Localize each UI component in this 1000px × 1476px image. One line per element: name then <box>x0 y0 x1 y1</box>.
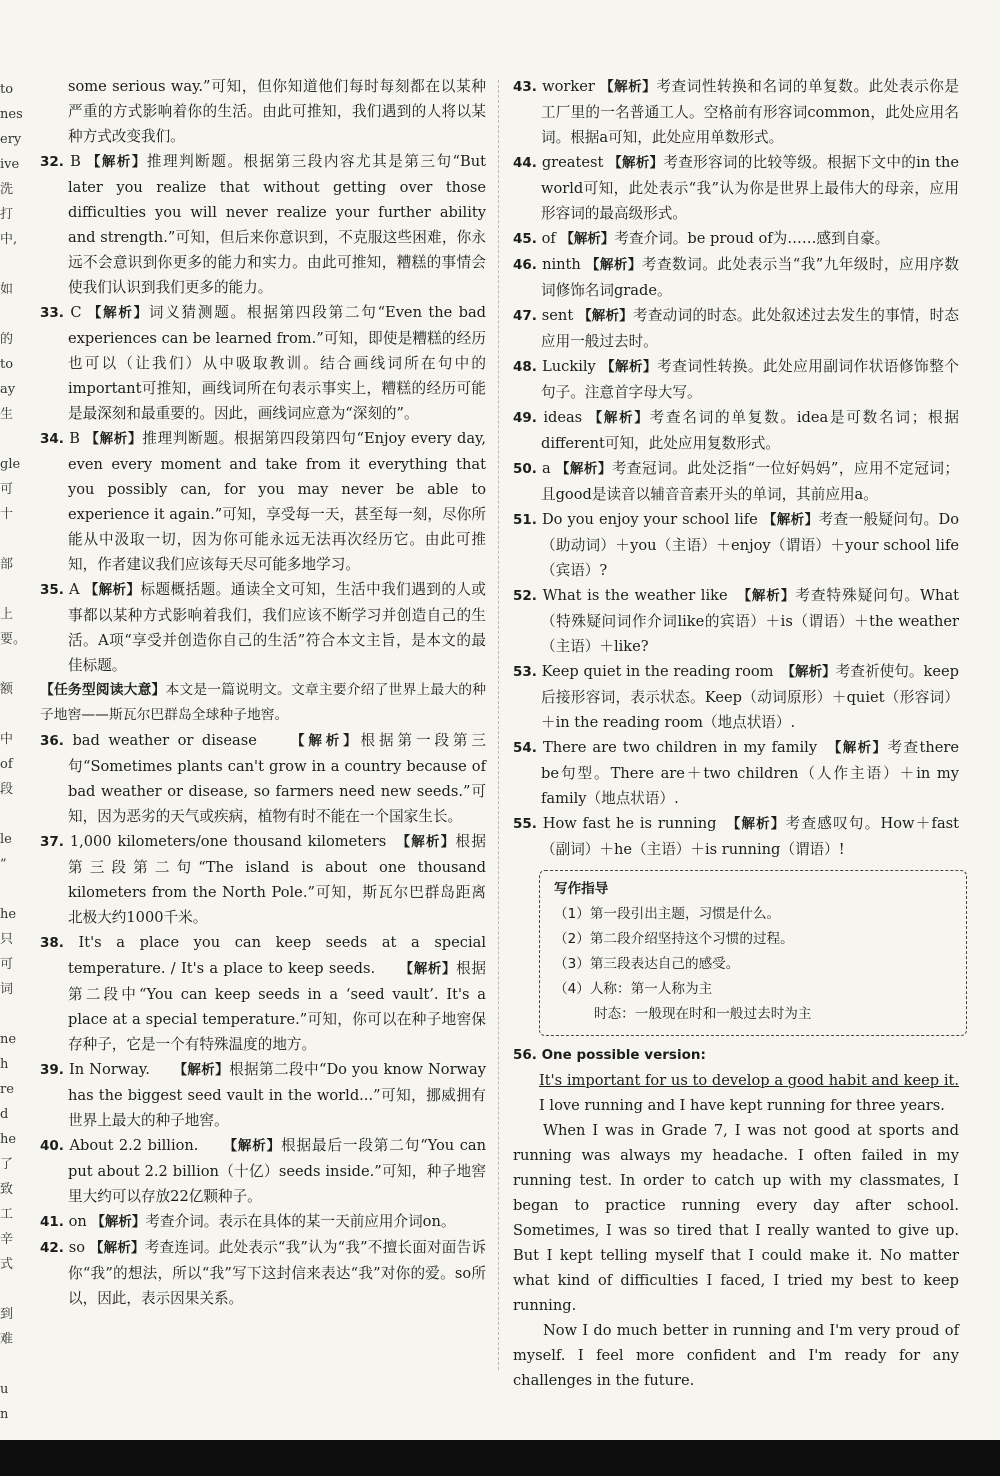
guide-line: （3）第三段表达自己的感受。 <box>554 956 740 972</box>
analysis-tag: 【解析】 <box>91 1214 146 1230</box>
left-answer-list-2 <box>40 728 486 1311</box>
answer-item <box>40 426 486 577</box>
left-answer-list <box>40 149 486 678</box>
essay-paragraph-1 <box>513 1068 959 1118</box>
answer-key: About 2.2 billion. <box>69 1137 231 1154</box>
answer-item <box>40 577 486 678</box>
edge-fragment <box>0 430 22 450</box>
edge-fragment: 中 <box>0 732 14 747</box>
edge-fragment: ” <box>0 857 7 872</box>
answer-number: 47. <box>513 308 537 324</box>
answer-number: 37. <box>40 834 64 850</box>
answer-key: 1,000 kilometers/one thousand kilometers <box>69 833 404 850</box>
edge-fragment: he <box>0 907 17 922</box>
answer-number: 33. <box>40 305 64 321</box>
answer-key: In Norway. <box>68 1061 181 1078</box>
edge-fragment: u <box>0 1382 9 1397</box>
guide-line: （1）第一段引出主题，习惯是什么。 <box>554 906 781 922</box>
right-column <box>513 74 959 1393</box>
answer-item <box>513 226 959 252</box>
answer-number: 38. <box>40 935 64 951</box>
edge-fragment: of <box>0 757 13 772</box>
answer-number: 46. <box>513 257 537 273</box>
edge-fragment: 致 <box>0 1182 14 1197</box>
answer-item <box>513 354 959 405</box>
analysis-text: 考查词性转换和名词的单复数。此处表示你是工厂里的一名普通工人。空格前有形容词common，此处应用名词。根据a可知，此处应用单数形式。 <box>541 78 960 146</box>
task-reading-summary <box>40 678 486 728</box>
analysis-tag: 【解析】 <box>834 740 888 756</box>
answer-item <box>513 659 959 735</box>
analysis-tag: 【解析】 <box>585 257 642 273</box>
edge-fragment <box>0 580 22 600</box>
analysis-tag: 【解析】 <box>297 733 361 749</box>
edge-fragment: ne <box>0 1032 17 1047</box>
edge-fragment <box>0 255 22 275</box>
answer-item <box>513 456 959 507</box>
analysis-tag: 【解析】 <box>406 961 457 977</box>
edge-fragment <box>0 1280 22 1300</box>
answer-item <box>40 300 486 426</box>
analysis-text: 根据第二段中“Do you know Norway has the biggest seed vault in the world...”可知，挪威拥有世界上最大的种子地窖。 <box>68 1061 486 1129</box>
answer-number: 52. <box>513 588 537 604</box>
answer-item <box>513 735 959 811</box>
answer-item <box>40 1057 486 1133</box>
edge-fragment <box>0 655 22 675</box>
scan-bottom-band <box>0 1440 1000 1476</box>
answer-number: 50. <box>513 461 537 477</box>
answer-number: 48. <box>513 359 537 375</box>
edge-fragment: le <box>0 832 12 847</box>
edge-fragment: 难 <box>0 1332 14 1347</box>
answer-item <box>513 507 959 583</box>
answer-item <box>513 405 959 456</box>
edge-fragment: 词 <box>0 982 14 997</box>
analysis-tag: 【解析】 <box>560 231 615 247</box>
answer-item <box>513 583 959 659</box>
previous-page-edge <box>0 0 27 1440</box>
analysis-text: 根据第一段第三句“Sometimes plants can't grow in a country because of bad weather or disease, so farmers need new seeds.”可知，因为恶劣的天气或疾病，植物有时不能在一个国家生长。 <box>68 732 486 825</box>
edge-fragment: nes <box>0 107 23 122</box>
answer-item <box>513 150 959 226</box>
answer-number: 54. <box>513 740 537 756</box>
answer-number: 51. <box>513 512 537 528</box>
answer-item <box>40 829 486 930</box>
answer-number: 39. <box>40 1062 64 1078</box>
answer-key: Keep quiet in the reading room <box>541 663 789 680</box>
edge-fragment: 可 <box>0 482 14 497</box>
analysis-tag: 【解析】 <box>89 1240 145 1256</box>
essay-topic-sentence: It's important for us to develop a good habit and keep it. <box>539 1072 959 1089</box>
answer-number: 40. <box>40 1138 64 1154</box>
edge-fragment: 工 <box>0 1207 14 1222</box>
answer-item <box>40 149 486 300</box>
right-answer-list <box>513 74 959 862</box>
analysis-text: 考查形容词的比较等级。根据下文中的in the world可知，此处表示“我”认为你是世界上最伟大的母亲，应用形容词的最高级形式。 <box>541 154 960 222</box>
answer-key: bad weather or disease <box>72 732 298 749</box>
analysis-tag: 【解析】 <box>86 154 147 170</box>
edge-fragment: ay <box>0 382 16 397</box>
answer-key: on <box>68 1213 92 1230</box>
analysis-text: 考查动词的时态。此处叙述过去发生的事情，时态应用一般过去时。 <box>541 307 959 350</box>
answer-item <box>513 303 959 354</box>
summary-tag: 【任务型阅读大意】 <box>40 682 166 698</box>
analysis-text: 考查介词。be proud of为……感到自豪。 <box>614 230 890 247</box>
answer-key: so <box>68 1239 90 1256</box>
answer-item <box>40 1133 486 1209</box>
answer-key: There are two children in my family <box>542 739 835 756</box>
analysis-text: 考查there be句型。There are＋two children（人作主语）＋in my family（地点状语）. <box>541 739 960 807</box>
answer-key: greatest <box>541 154 609 171</box>
guide-line: （2）第二段介绍坚持这个习惯的过程。 <box>554 931 794 947</box>
answer-key: What is the weather like <box>542 587 745 604</box>
essay-paragraph-3: Now I do much better in running and I'm very proud of myself. I feel more confident and I'm ready for any challenges in the future. <box>513 1322 959 1389</box>
answer-item <box>40 728 486 829</box>
analysis-tag: 【解析】 <box>85 431 143 447</box>
analysis-tag: 【解析】 <box>733 816 786 832</box>
answer-key: sent <box>541 307 579 324</box>
answer-key: of <box>541 230 561 247</box>
analysis-tag: 【解析】 <box>600 79 657 95</box>
analysis-tag: 【解析】 <box>788 664 836 680</box>
answer-key: B <box>69 430 86 447</box>
guide-line: （4）人称：第一人称为主 <box>554 981 713 997</box>
edge-fragment: 洗 <box>0 182 14 197</box>
essay-p1-rest: I love running and I have kept running for three years. <box>539 1097 945 1114</box>
summary-text: 本文是一篇说明文。文章主要介绍了世界上最大的种子地窖——斯瓦尔巴群岛全球种子地窖。 <box>40 682 487 723</box>
edge-fragment: 到 <box>0 1307 14 1322</box>
edge-fragment: he <box>0 1132 17 1147</box>
analysis-tag: 【解析】 <box>762 512 819 528</box>
analysis-text: 考查数词。此处表示当“我”九年级时，应用序数词修饰名词grade。 <box>541 256 959 299</box>
edge-fragment: 辛 <box>0 1232 14 1247</box>
writing-guide-title: 写作指导 <box>554 881 609 897</box>
answer-number: 44. <box>513 155 537 171</box>
answer-key: a <box>542 460 556 477</box>
edge-fragment: 只 <box>0 932 14 947</box>
answer-key: B <box>70 153 87 170</box>
edge-fragment: 部 <box>0 557 14 572</box>
edge-fragment <box>0 305 22 325</box>
analysis-tag: 【解析】 <box>555 461 612 477</box>
answer-item <box>40 930 486 1057</box>
answer-item <box>40 1209 486 1235</box>
answer-number: 41. <box>40 1214 64 1230</box>
answer-key: worker <box>542 78 601 95</box>
analysis-text: 标题概括题。通读全文可知，生活中我们遇到的人或事都以某种方式影响着我们，我们应该不断学习并创造自己的生活。A项“享受并创造你自己的生活”符合本文主旨，是本文的最佳标题。 <box>68 581 486 674</box>
edge-fragment <box>0 805 22 825</box>
analysis-text: 根据第三段第二句“The island is about one thousand kilometers from the North Pole.”可知，斯瓦尔巴群岛距离北极大约1000千米。 <box>68 833 486 926</box>
edge-fragment: n <box>0 1407 9 1422</box>
answer-key: ideas <box>543 409 589 426</box>
analysis-text: 考查词性转换。此处应用副词作状语修饰整个句子。注意首字母大写。 <box>541 358 960 401</box>
analysis-tag: 【解析】 <box>608 155 664 171</box>
answer-item <box>513 811 959 862</box>
answer-number: 42. <box>40 1240 64 1256</box>
answer-key: It's a place you can keep seeds at a special temperature. / It's a place to keep seeds. <box>68 934 486 977</box>
analysis-tag: 【解析】 <box>87 305 149 321</box>
analysis-tag: 【解析】 <box>588 410 650 426</box>
analysis-text: 考查祈使句。keep后接形容词，表示状态。Keep（动词原形）＋quiet（形容词）＋in the reading room（地点状语）. <box>541 663 959 731</box>
answer-number: 36. <box>40 733 64 749</box>
edge-fragment <box>0 530 22 550</box>
edge-fragment: 了 <box>0 1157 14 1172</box>
analysis-text: 考查介词。表示在具体的某一天前应用介词on。 <box>145 1213 456 1230</box>
edge-fragment <box>0 880 22 900</box>
column-divider <box>498 80 499 1370</box>
analysis-text: 词义猜测题。根据第四段第二句“Even the bad experiences can be learned from.”可知，即使是糟糕的经历也可以（让我们）从中吸取教训。结合画线词所在句中的important可推知，画线词所在句表示事实上，糟糕的经历可能是最深刻和最重要的。因此，画线词应意为“深刻的”。 <box>68 304 487 422</box>
analysis-text: 考查特殊疑问句。What（特殊疑问词作介词like的宾语）＋is（谓语）＋the weather（主语）＋like? <box>541 587 960 655</box>
edge-fragment: h <box>0 1057 9 1072</box>
edge-fragment: 额 <box>0 682 14 697</box>
guide-tense-line: 时态：一般现在时和一般过去时为主 <box>594 1006 812 1022</box>
answer-key: A <box>69 581 85 598</box>
answer-item <box>513 74 959 150</box>
answer-number: 43. <box>513 79 537 95</box>
answer-number: 55. <box>513 816 537 832</box>
edge-fragment <box>0 705 22 725</box>
edge-fragment: 上 <box>0 607 14 622</box>
edge-fragment: 要。 <box>0 632 27 647</box>
edge-fragment: 打 <box>0 207 14 222</box>
analysis-text: 考查名词的单复数。idea是可数名词；根据different可知，此处应用复数形式。 <box>541 409 960 452</box>
edge-fragment: 的 <box>0 332 14 347</box>
analysis-tag: 【解析】 <box>600 359 658 375</box>
answer-number: 35. <box>40 582 64 598</box>
analysis-tag: 【解析】 <box>230 1138 281 1154</box>
answer-number: 45. <box>513 231 537 247</box>
edge-fragment: 可 <box>0 957 14 972</box>
essay-paragraph-2: When I was in Grade 7, I was not good at sports and running was always my headache. I often failed in my running test. In order to catch up with my classmates, I began to practice running every day after school. Sometimes, I was so tired that I really wanted to give up. But I kept telling myself that I could make it. No matter what kind of difficulties I faced, I tried my best to keep running. <box>513 1122 959 1314</box>
analysis-tag: 【解析】 <box>180 1062 230 1078</box>
analysis-text: 考查连词。此处表示“我”认为“我”不擅长面对面告诉你“我”的想法，所以“我”写下这封信来表达“我”对你的爱。so所以，因此，表示因果关系。 <box>68 1239 486 1307</box>
essay-heading: One possible version: <box>541 1047 706 1063</box>
analysis-text: 推理判断题。根据第四段第四句“Enjoy every day, even every moment and take from it everything that you possibly can, for you may never be able to experience it again.”可知，享受每一天，甚至每一刻，尽你所能从中汲取一切，因为你可能永远无法再次经历它。由此可推知，作者建议我们应该每天尽可能多地学习。 <box>68 430 487 573</box>
edge-fragment: 如 <box>0 282 14 297</box>
answer-number: 32. <box>40 154 64 170</box>
edge-fragment: 十 <box>0 507 14 522</box>
edge-fragment <box>0 1005 22 1025</box>
model-essay <box>513 1042 959 1393</box>
edge-fragment: to <box>0 357 14 372</box>
analysis-tag: 【解析】 <box>744 588 796 604</box>
edge-fragment: 中, <box>0 232 18 247</box>
analysis-text: 根据最后一段第二句“You can put about 2.2 billion（十亿）seeds inside.”可知，种子地窖里大约可以存放22亿颗种子。 <box>68 1137 486 1205</box>
answer-key: Do you enjoy your school life <box>541 511 763 528</box>
answer-number: 34. <box>40 431 64 447</box>
analysis-text: 推理判断题。根据第三段内容尤其是第三句“But later you realize that without getting over those difficulties you will never realize your further ability and strength.”可知，但后来你意识到，不克服这些困难，你永远不会意识到你更多的能力和实力。由此可推知，糟糕的事情会使我们认识到我们更多的能力。 <box>68 153 487 296</box>
answer-number: 53. <box>513 664 537 680</box>
edge-fragment: d <box>0 1107 9 1122</box>
answer-key: C <box>70 304 88 321</box>
analysis-text: 考查感叹句。How＋fast（副词）＋he（主语）＋is running（谓语）! <box>541 815 959 858</box>
edge-fragment: to <box>0 82 14 97</box>
essay-number: 56. <box>513 1047 537 1063</box>
analysis-text: 考查冠词。此处泛指“一位好妈妈”，应用不定冠词；且good是读音以辅音音素开头的单词，其前应用a。 <box>541 460 959 503</box>
edge-fragment: 式 <box>0 1257 14 1272</box>
answer-item <box>513 252 959 303</box>
answer-item <box>40 1235 486 1311</box>
analysis-tag: 【解析】 <box>84 582 141 598</box>
left-column <box>40 74 486 1311</box>
edge-fragment: re <box>0 1082 14 1097</box>
answer-key: How fast he is running <box>542 815 734 832</box>
answer-key: ninth <box>542 256 586 273</box>
edge-fragment: 生 <box>0 407 14 422</box>
analysis-text: 根据第二段中“You can keep seeds in a ‘seed vault’. It's a place at a special temperature.”可知，你可以在种子地窖保存种子，它是一个有特殊温度的地方。 <box>68 960 486 1053</box>
edge-fragment: ery <box>0 132 22 147</box>
answer-key: Luckily <box>542 358 601 375</box>
analysis-text: 考查一般疑问句。Do（助动词）＋you（主语）＋enjoy（谓语）＋your school life（宾语）? <box>541 511 960 579</box>
edge-fragment: 段 <box>0 782 14 797</box>
analysis-tag: 【解析】 <box>578 308 633 324</box>
analysis-tag: 【解析】 <box>403 834 456 850</box>
item-31-continuation: some serious way.”可知，但你知道他们每时每刻都在以某种严重的方式影响着你的生活。由此可推知，我们遇到的人将以某种方式改变我们。 <box>68 78 486 145</box>
answer-number: 49. <box>513 410 537 426</box>
edge-fragment <box>0 1355 22 1375</box>
edge-fragment: gle <box>0 457 21 472</box>
writing-guide-box <box>539 870 967 1036</box>
edge-fragment: ive <box>0 157 20 172</box>
